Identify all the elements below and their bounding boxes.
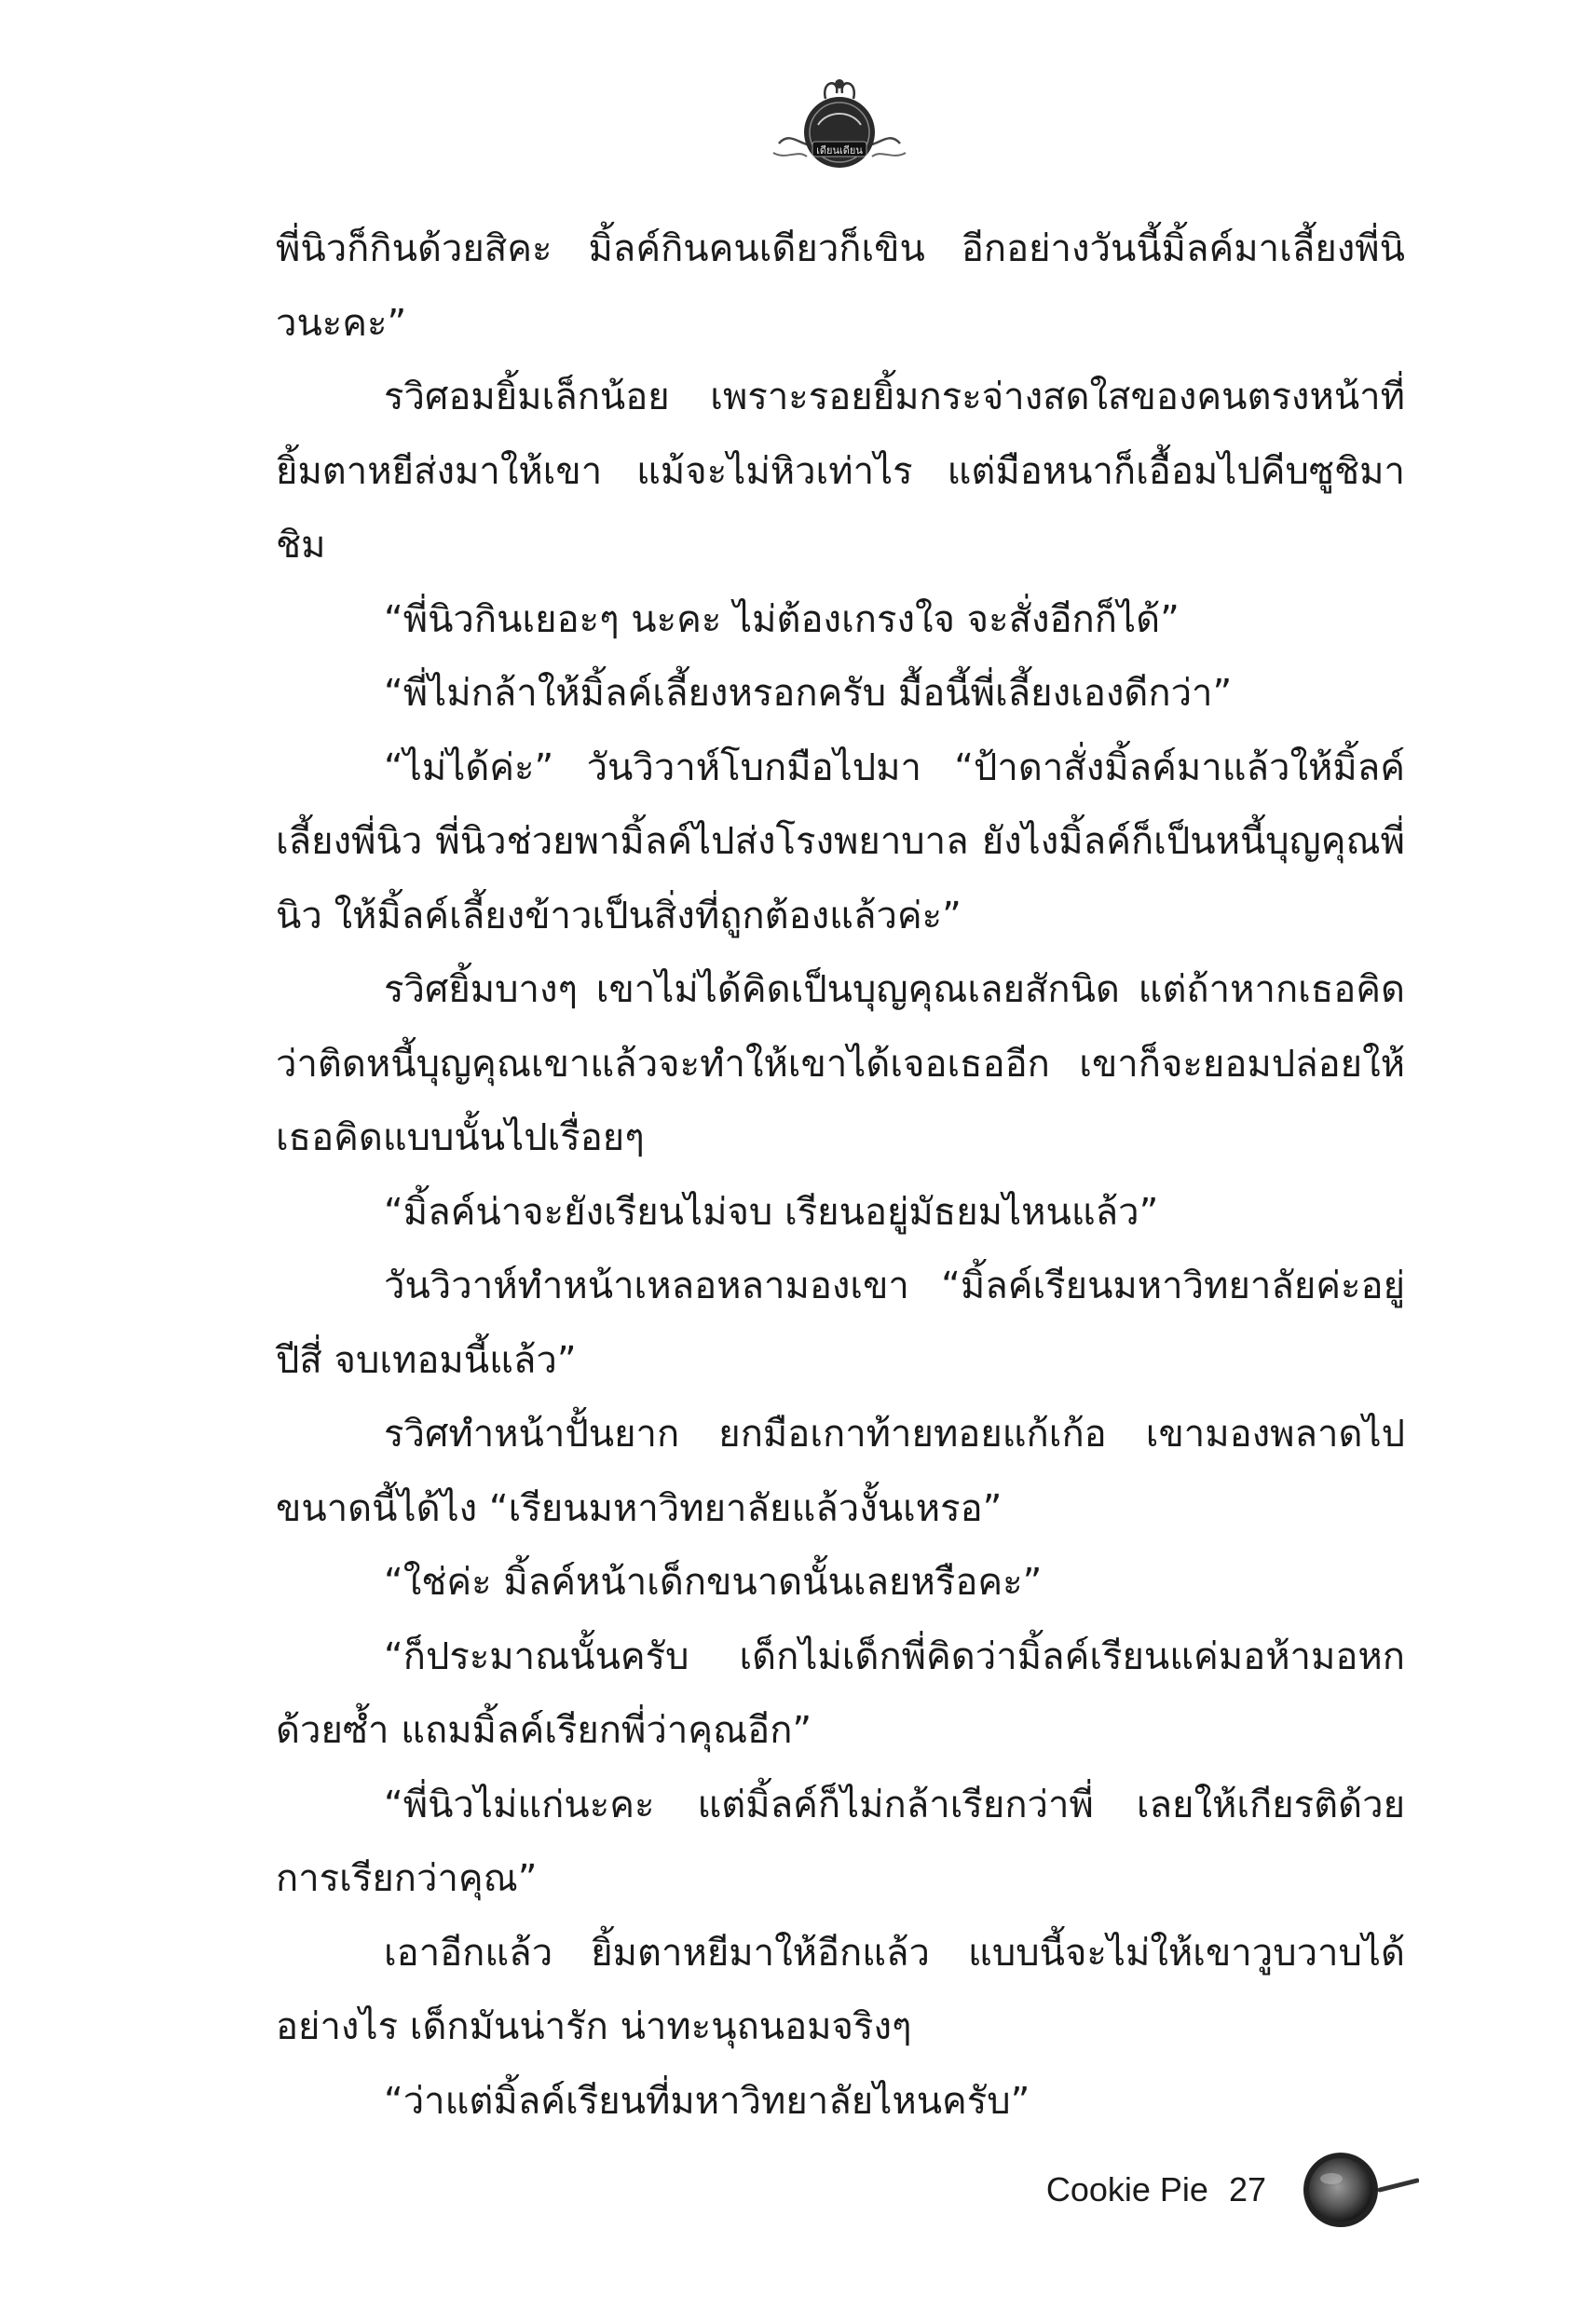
page-footer bbox=[1046, 2139, 1419, 2241]
book-title: Cookie Pie bbox=[1045, 2170, 1208, 2208]
paragraph-8: วันวิวาห์ทำหน้าเหลอหลามองเขา “มิ้ลค์เรียนมหาวิทยาลัยค่ะอยู่ปีสี่ จบเทอมนี้แล้ว” bbox=[276, 1265, 1405, 1382]
body-text bbox=[276, 212, 1405, 2139]
ornamental-crest-icon bbox=[770, 71, 909, 183]
paragraph-14: “ว่าแต่มิ้ลค์เรียนที่มหาวิทยาลัยไหนครับ” bbox=[384, 2079, 1030, 2123]
page-number: 27 bbox=[1228, 2170, 1266, 2208]
paragraph-1: พี่นิวก็กินด้วยสิคะ มิ้ลค์กินคนเดียวก็เขิน อีกอย่างวันนี้มิ้ลค์มาเลี้ยงพี่นิวนะคะ” bbox=[276, 227, 1405, 345]
paragraph-11: “ก็ประมาณนั้นครับ เด็กไม่เด็กพี่คิดว่ามิ้ลค์เรียนแค่มอห้ามอหกด้วยซ้ำ แถมมิ้ลค์เรียกพี่ว่าคุณอีก” bbox=[276, 1634, 1405, 1752]
logo-text: เดียนเดียน bbox=[816, 144, 863, 157]
paragraph-7: “มิ้ลค์น่าจะยังเรียนไม่จบ เรียนอยู่มัธยมไหนแล้ว” bbox=[384, 1190, 1159, 1234]
frying-pan-icon bbox=[1298, 2143, 1419, 2236]
paragraph-13: เอาอีกแล้ว ยิ้มตาหยีมาให้อีกแล้ว แบบนี้จะไม่ให้เขาวูบวาบได้อย่างไร เด็กมันน่ารัก น่าทะนุถนอมจริงๆ bbox=[276, 1931, 1405, 2048]
paragraph-9: รวิศทำหน้าปั้นยาก ยกมือเกาท้ายทอยแก้เก้อ เขามองพลาดไปขนาดนี้ได้ไง “เรียนมหาวิทยาลัยแล้วงั้นเหรอ” bbox=[276, 1413, 1405, 1530]
paragraph-2: รวิศอมยิ้มเล็กน้อย เพราะรอยยิ้มกระจ่างสดใสของคนตรงหน้าที่ยิ้มตาหยีส่งมาให้เขา แม้จะไม่หิวเท่าไร แต่มือหนาก็เอื้อมไปคีบซูชิมาชิม bbox=[276, 376, 1405, 567]
paragraph-12: “พี่นิวไม่แก่นะคะ แต่มิ้ลค์ก็ไม่กล้าเรียกว่าพี่ เลยให้เกียรติด้วยการเรียกว่าคุณ” bbox=[276, 1783, 1405, 1900]
paragraph-4: “พี่ไม่กล้าให้มิ้ลค์เลี้ยงหรอกครับ มื้อนี้พี่เลี้ยงเองดีกว่า” bbox=[384, 672, 1233, 715]
paragraph-3: “พี่นิวกินเยอะๆ นะคะ ไม่ต้องเกรงใจ จะสั่งอีกก็ได้” bbox=[384, 597, 1180, 641]
paragraph-10: “ใช่ค่ะ มิ้ลค์หน้าเด็กขนาดนั้นเลยหรือคะ” bbox=[384, 1561, 1043, 1604]
header-logo bbox=[770, 71, 909, 183]
paragraph-6: รวิศยิ้มบางๆ เขาไม่ได้คิดเป็นบุญคุณเลยสักนิด แต่ถ้าหากเธอคิดว่าติดหนี้บุญคุณเขาแล้วจะทำให้เขาได้เจอเธออีก เขาก็จะยอมปล่อยให้เธอคิดแบบนั้นไปเรื่อยๆ bbox=[276, 968, 1405, 1159]
paragraph-5: “ไม่ได้ค่ะ” วันวิวาห์โบกมือไปมา “ป้าดาสั่งมิ้ลค์มาแล้วให้มิ้ลค์เลี้ยงพี่นิว พี่นิวช่วยพามิ้ลค์ไปส่งโรงพยาบาล ยังไงมิ้ลค์ก็เป็นหนี้บุญคุณพี่นิว ให้มิ้ลค์เลี้ยงข้าวเป็นสิ่งที่ถูกต้องแล้วค่ะ” bbox=[276, 745, 1405, 937]
